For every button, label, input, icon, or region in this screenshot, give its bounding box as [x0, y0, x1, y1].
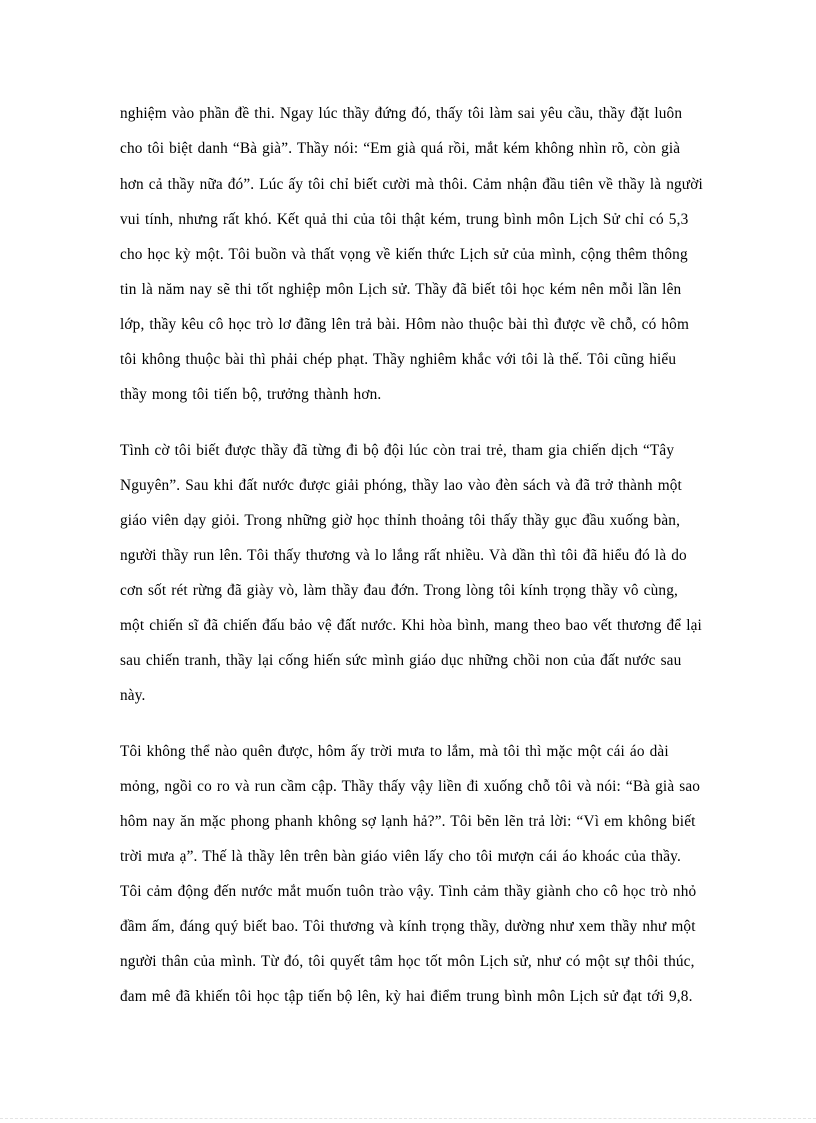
paragraph-1-line-6: tin là năm nay sẽ thi tốt nghiệp môn Lịch sử. Thầy đã biết tôi học kém nên mỗi lần lên [120, 281, 682, 298]
paragraph-3-line-6: đầm ấm, đáng quý biết bao. Tôi thương và kính trọng thầy, dường như xem thầy như một [120, 918, 696, 935]
paragraph-3-line-3: hôm nay ăn mặc phong phanh không sợ lạnh hả?”. Tôi bẽn lẽn trả lời: “Vì em không biết [120, 813, 696, 830]
paragraph-2-line-3: giáo viên dạy giỏi. Trong những giờ học thỉnh thoảng tôi thấy thầy gục đầu xuống bàn, [120, 512, 681, 529]
paragraph-3-line-5: Tôi cảm động đến nước mắt muốn tuôn trào vậy. Tình cảm thầy giành cho cô học trò nhỏ [120, 883, 697, 900]
paragraph-3-line-1: Tôi không thể nào quên được, hôm ấy trời mưa to lắm, mà tôi thì mặc một cái áo dài [120, 743, 669, 760]
paragraph-2-line-5: cơn sốt rét rừng đã giày vò, làm thầy đau đớn. Trong lòng tôi kính trọng thầy vô cùng, [120, 582, 678, 599]
paragraph-1-line-9: thầy mong tôi tiến bộ, trưởng thành hơn. [120, 386, 382, 403]
paragraph-1-line-7: lớp, thầy kêu cô học trò lơ đãng lên trả bài. Hôm nào thuộc bài thì được về chỗ, có hôm [120, 316, 689, 333]
paragraph-1-line-5: cho học kỳ một. Tôi buồn và thất vọng về kiến thức Lịch sử của mình, cộng thêm thông [120, 246, 688, 263]
paragraph-2-line-6: một chiến sĩ đã chiến đấu bảo vệ đất nước. Khi hòa bình, mang theo bao vết thương để lại [120, 617, 702, 634]
paragraph-1-line-3: hơn cả thầy nữa đó”. Lúc ấy tôi chỉ biết cười mà thôi. Cảm nhận đầu tiên về thầy là người [120, 176, 703, 193]
page-bottom-border [0, 1118, 816, 1119]
paragraph-1-line-2: cho tôi biệt danh “Bà già”. Thầy nói: “Em già quá rồi, mắt kém không nhìn rõ, còn già [120, 140, 681, 157]
paragraph-2-line-2: Nguyên”. Sau khi đất nước được giải phóng, thầy lao vào đèn sách và đã trở thành một [120, 477, 682, 494]
paragraph-2-line-1: Tình cờ tôi biết được thầy đã từng đi bộ đội lúc còn trai trẻ, tham gia chiến dịch “Tây [120, 442, 675, 459]
paragraph-3-line-2: mỏng, ngồi co ro và run cầm cập. Thầy thấy vậy liền đi xuống chỗ tôi và nói: “Bà già sao [120, 778, 701, 795]
paragraph-1-line-1: nghiệm vào phần đề thi. Ngay lúc thầy đứng đó, thấy tôi làm sai yêu cầu, thầy đặt luôn [120, 105, 683, 122]
paragraph-3-line-4: trời mưa ạ”. Thế là thầy lên trên bàn giáo viên lấy cho tôi mượn cái áo khoác của thầy. [120, 848, 681, 865]
paragraph-2-line-7: sau chiến tranh, thầy lại cống hiến sức mình giáo dục những chồi non của đất nước sau [120, 652, 682, 669]
paragraph-1-line-4: vui tính, nhưng rất khó. Kết quả thi của tôi thật kém, trung bình môn Lịch Sử chỉ có 5,3 [120, 211, 689, 228]
paragraph-1-line-8: tôi không thuộc bài thì phải chép phạt. Thầy nghiêm khắc với tôi là thế. Tôi cũng hiểu [120, 351, 677, 368]
paragraph-2-line-8: này. [120, 687, 146, 704]
paragraph-3-line-8: đam mê đã khiến tôi học tập tiến bộ lên, kỳ hai điểm trung bình môn Lịch sử đạt tới 9,8. [120, 988, 693, 1005]
paragraph-2-line-4: người thầy run lên. Tôi thấy thương và lo lắng rất nhiều. Và dần thì tôi đã hiểu đó là do [120, 547, 687, 564]
paragraph-3-line-7: người thân của mình. Từ đó, tôi quyết tâm học tốt môn Lịch sử, như có một sự thôi thúc, [120, 953, 695, 970]
